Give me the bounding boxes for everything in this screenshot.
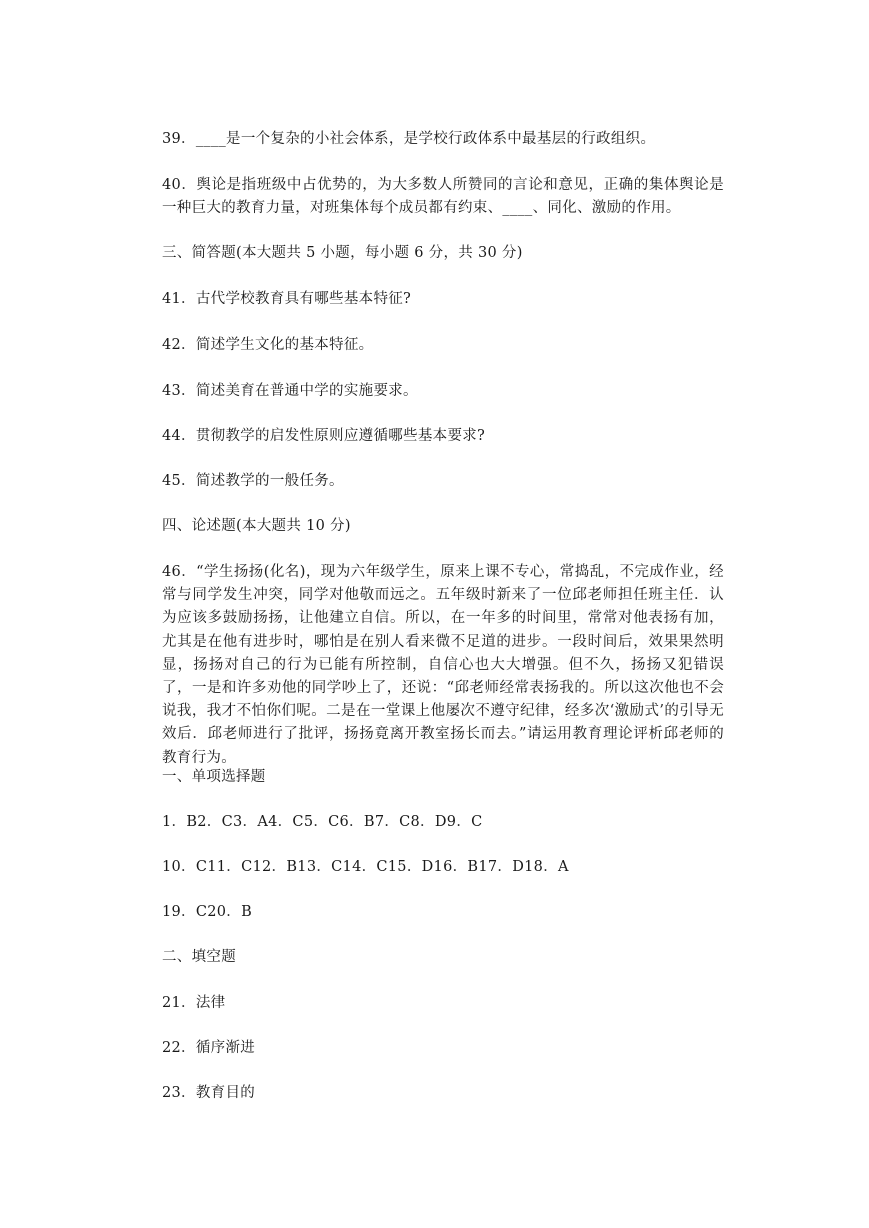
answers-10-18: 10．C11．C12．B13．C14．C15．D16．B17．D18．A	[162, 859, 569, 875]
answers-heading-single-choice: 一、单项选择题	[162, 769, 266, 785]
question-40: 40．舆论是指班级中占优势的，为大多数人所赞同的言论和意见，正确的集体舆论是一种巨大的教育力量，对班集体每个成员都有约束、____、同化、激励的作用。	[162, 177, 724, 217]
question-46: 46．“学生扬扬(化名)，现为六年级学生，原来上课不专心，常捣乱，不完成作业，经常与同学发生冲突，同学对他敬而远之。五年级时新来了一位邱老师担任班主任．认为应该多鼓励扬扬，让他建立自信。所以，在一年多的时间里，常常对他表扬有加，尤其是在他有进步时，哪怕是在别人看来微不足道的进步。一段时间后，效果果然明显，扬扬对自己的行为已能有所控制，自信心也大大增强。但不久，扬扬又犯错误了，一是和许多劝他的同学吵上了，还说：“邱老师经常表扬我的。所以这次他也不会说我，我才不怕你们呢。二是在一堂课上他屡次不遵守纪律，经多次‘激励式’的引导无效后．邱老师进行了批评，扬扬竟离开教室扬长而去。”请运用教育理论评析邱老师的教育行为。	[162, 564, 724, 766]
section-heading-short-answer: 三、简答题(本大题共 5 小题，每小题 6 分，共 30 分)	[162, 245, 523, 261]
question-45: 45．简述教学的一般任务。	[162, 473, 344, 489]
question-43: 43．简述美育在普通中学的实施要求。	[162, 383, 418, 399]
answer-22: 22．循序渐进	[162, 1040, 256, 1056]
question-41: 41．古代学校教育具有哪些基本特征?	[162, 291, 412, 307]
question-42: 42．简述学生文化的基本特征。	[162, 337, 374, 353]
answers-19-20: 19．C20．B	[162, 904, 253, 920]
section-heading-essay: 四、论述题(本大题共 10 分)	[162, 518, 351, 534]
answer-23: 23．教育目的	[162, 1085, 256, 1101]
answers-1-9: 1．B2．C3．A4．C5．C6．B7．C8．D9．C	[162, 814, 483, 830]
answer-21: 21．法律	[162, 995, 226, 1011]
answers-heading-fill-blank: 二、填空题	[162, 949, 236, 965]
question-39: 39．____是一个复杂的小社会体系，是学校行政体系中最基层的行政组织。	[162, 131, 656, 147]
question-44: 44．贯彻教学的启发性原则应遵循哪些基本要求?	[162, 428, 486, 444]
